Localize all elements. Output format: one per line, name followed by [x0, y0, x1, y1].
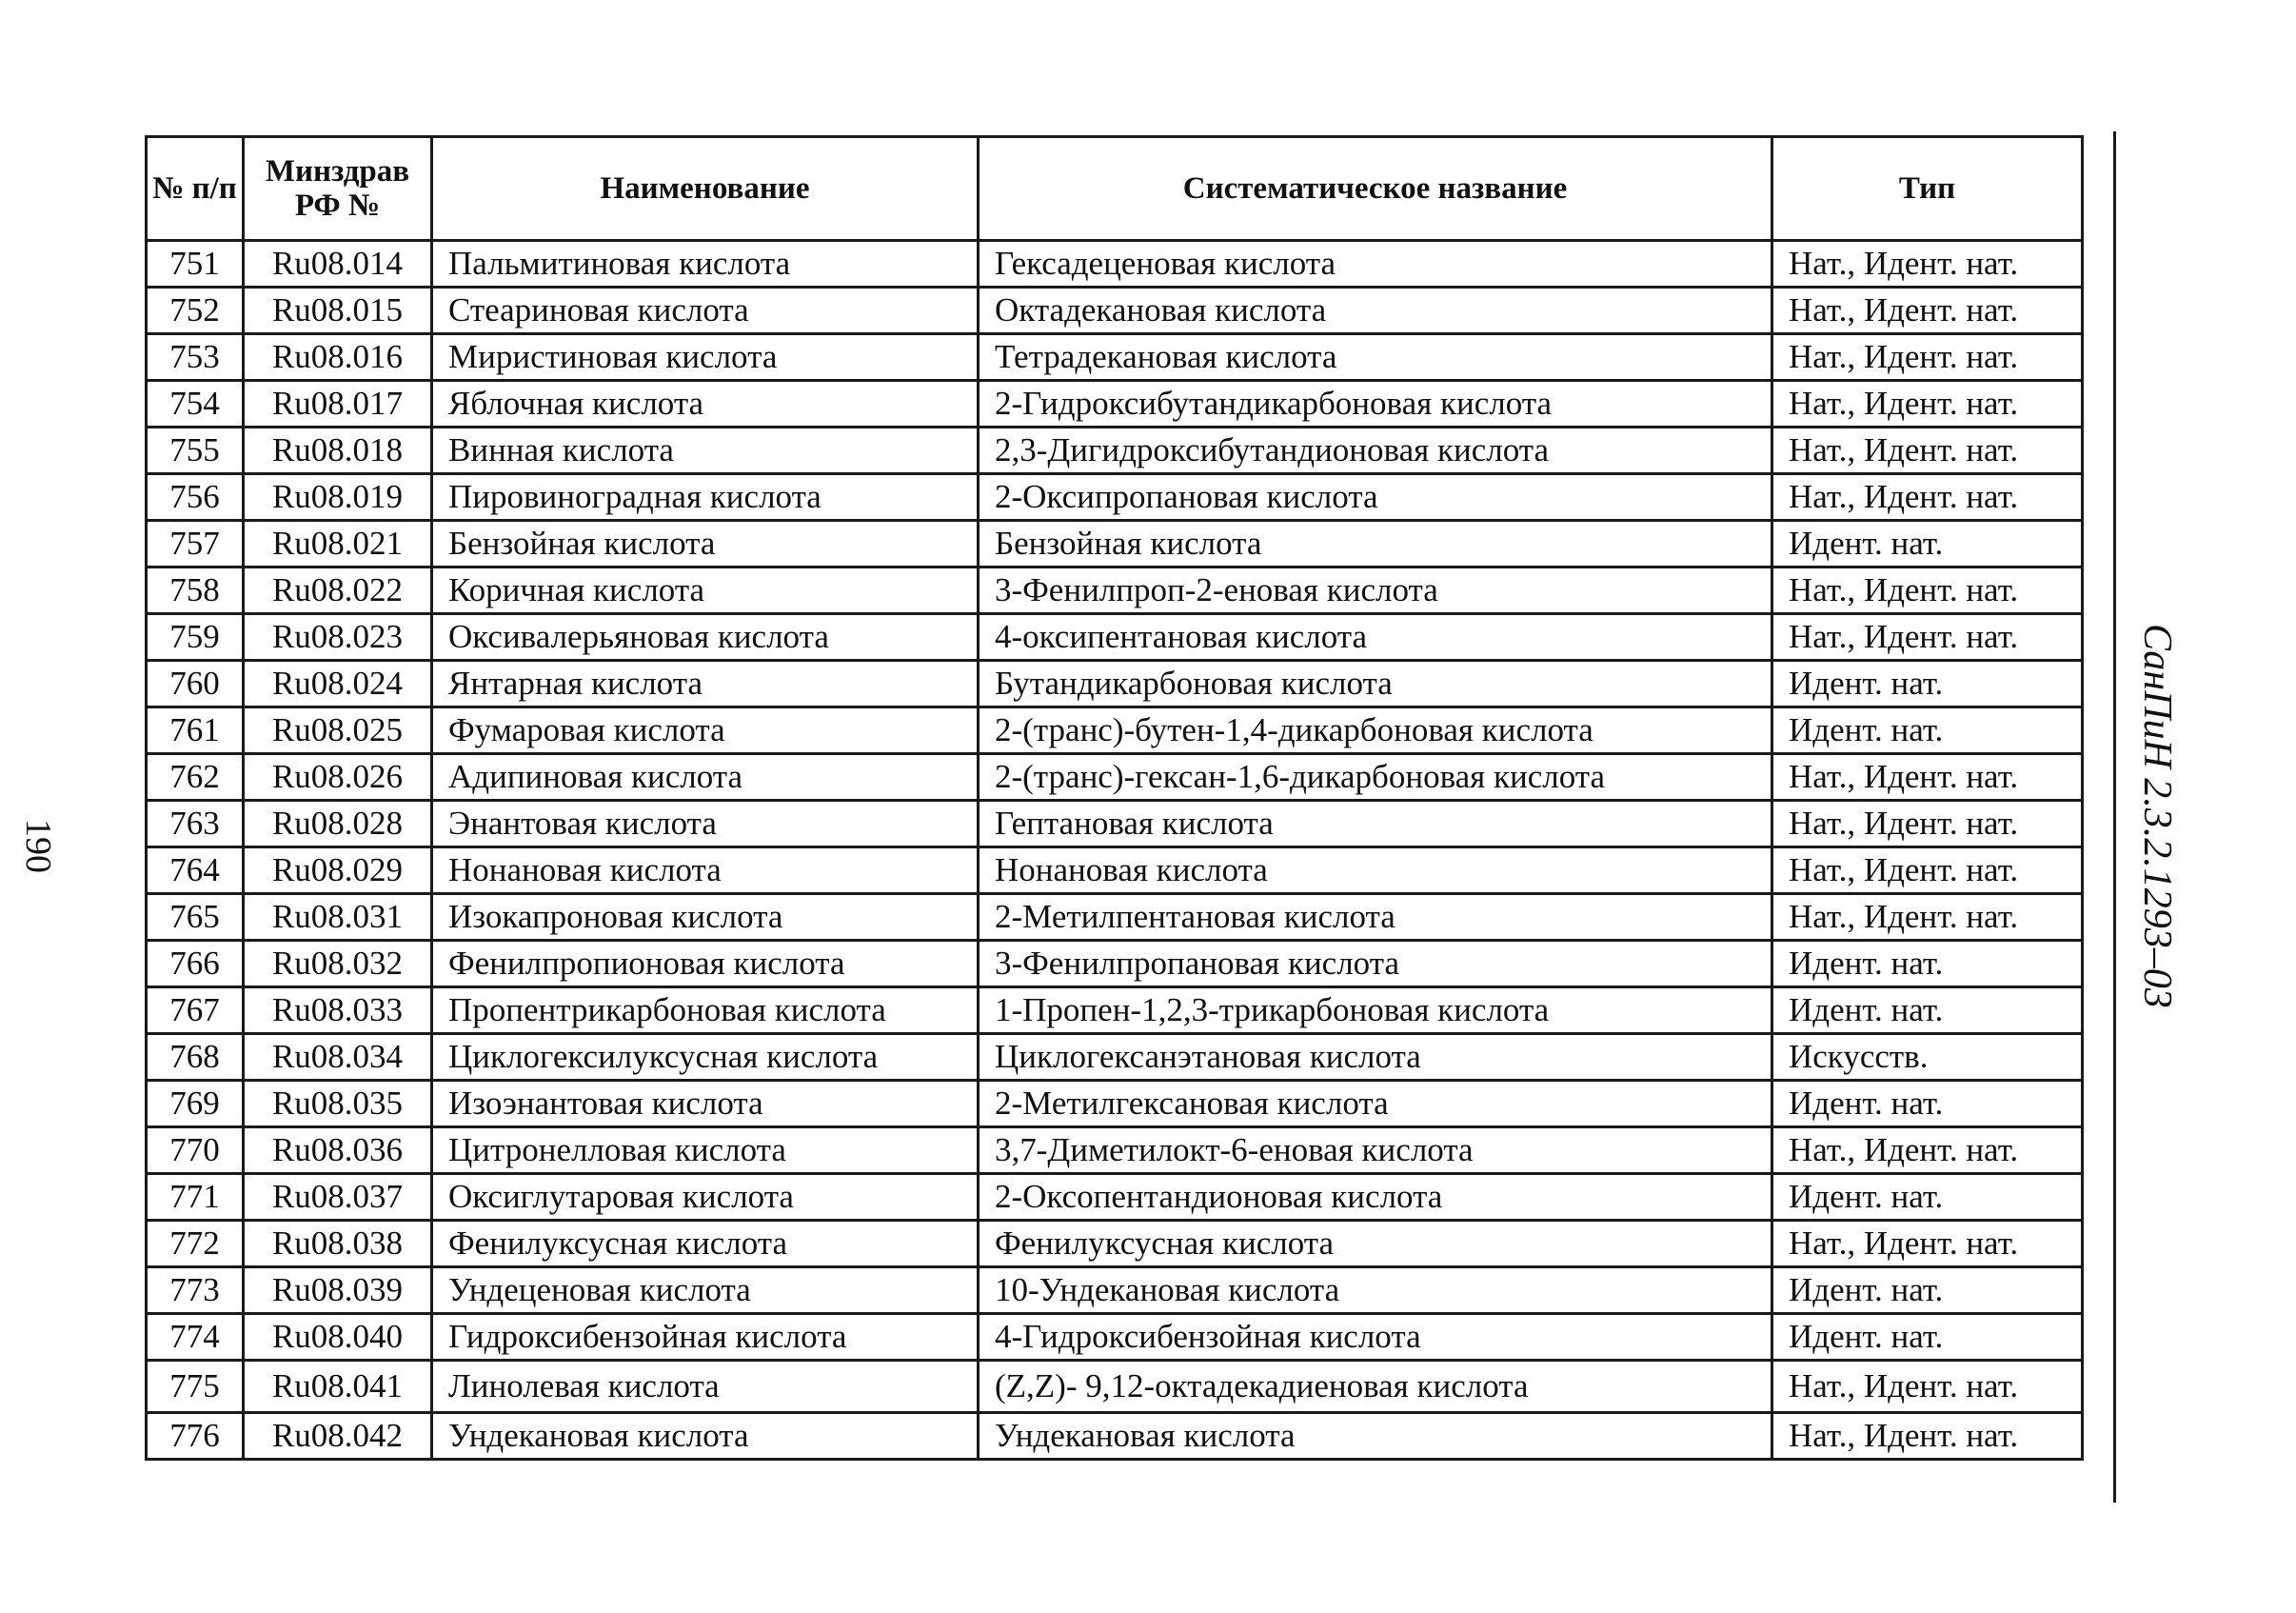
cell-num: 764 [147, 847, 244, 894]
cell-code: Ru08.035 [244, 1081, 432, 1127]
table-row [147, 661, 2083, 707]
cell-code: Ru08.037 [244, 1174, 432, 1221]
cell-type: Нат., Идент. нат. [1772, 428, 2083, 474]
cell-code: Ru08.014 [244, 241, 432, 288]
cell-systematic-name: 2-Метилгексановая кислота [979, 1081, 1772, 1127]
cell-type: Нат., Идент. нат. [1772, 381, 2083, 428]
cell-name: Пропентрикарбоновая кислота [432, 987, 979, 1034]
cell-type: Идент. нат. [1772, 1081, 2083, 1127]
cell-name: Бензойная кислота [432, 521, 979, 568]
cell-code: Ru08.015 [244, 288, 432, 334]
cell-type: Нат., Идент. нат. [1772, 1361, 2083, 1413]
cell-num: 762 [147, 754, 244, 801]
cell-type: Нат., Идент. нат. [1772, 241, 2083, 288]
cell-name: Цитронелловая кислота [432, 1127, 979, 1174]
cell-systematic-name: 2-Гидроксибутандикарбоновая кислота [979, 381, 1772, 428]
cell-systematic-name: 3-Фенилпропановая кислота [979, 941, 1772, 987]
cell-num: 767 [147, 987, 244, 1034]
cell-code: Ru08.031 [244, 894, 432, 941]
cell-type: Нат., Идент. нат. [1772, 894, 2083, 941]
cell-num: 769 [147, 1081, 244, 1127]
cell-systematic-name: 2-(транс)-гексан-1,6-дикарбоновая кислота [979, 754, 1772, 801]
cell-name: Адипиновая кислота [432, 754, 979, 801]
cell-name: Миристиновая кислота [432, 334, 979, 381]
cell-name: Пальмитиновая кислота [432, 241, 979, 288]
substances-table [145, 135, 2084, 1461]
cell-type: Искусств. [1772, 1034, 2083, 1081]
header-row [147, 137, 2083, 241]
table-row [147, 381, 2083, 428]
cell-type: Нат., Идент. нат. [1772, 288, 2083, 334]
table-row [147, 941, 2083, 987]
table-row [147, 1267, 2083, 1314]
cell-code: Ru08.017 [244, 381, 432, 428]
cell-systematic-name: 2,3-Дигидроксибутандионовая кислота [979, 428, 1772, 474]
cell-code: Ru08.038 [244, 1221, 432, 1267]
table-header [147, 137, 2083, 241]
cell-name: Оксивалерьяновая кислота [432, 614, 979, 661]
cell-systematic-name: 2-Оксипропановая кислота [979, 474, 1772, 521]
cell-name: Винная кислота [432, 428, 979, 474]
cell-num: 758 [147, 568, 244, 614]
cell-num: 759 [147, 614, 244, 661]
cell-code: Ru08.040 [244, 1314, 432, 1361]
table-row [147, 1034, 2083, 1081]
cell-num: 752 [147, 288, 244, 334]
table-row [147, 428, 2083, 474]
cell-num: 770 [147, 1127, 244, 1174]
cell-code: Ru08.041 [244, 1361, 432, 1413]
cell-name: Коричная кислота [432, 568, 979, 614]
cell-code: Ru08.024 [244, 661, 432, 707]
cell-type: Идент. нат. [1772, 1267, 2083, 1314]
cell-code: Ru08.028 [244, 801, 432, 847]
header-systematic: Систематическое название [979, 137, 1772, 241]
cell-num: 751 [147, 241, 244, 288]
cell-num: 754 [147, 381, 244, 428]
cell-num: 765 [147, 894, 244, 941]
table-row [147, 1361, 2083, 1413]
page-number: 190 [18, 819, 58, 873]
cell-num: 763 [147, 801, 244, 847]
table-row [147, 1221, 2083, 1267]
header-code: Минздрав РФ № [244, 137, 432, 241]
cell-systematic-name: Гексадеценовая кислота [979, 241, 1772, 288]
table-row [147, 1174, 2083, 1221]
cell-code: Ru08.022 [244, 568, 432, 614]
cell-name: Изокапроновая кислота [432, 894, 979, 941]
cell-systematic-name: Фенилуксусная кислота [979, 1221, 1772, 1267]
cell-num: 761 [147, 707, 244, 754]
cell-type: Идент. нат. [1772, 521, 2083, 568]
cell-code: Ru08.034 [244, 1034, 432, 1081]
cell-type: Нат., Идент. нат. [1772, 1413, 2083, 1460]
table-row [147, 614, 2083, 661]
cell-code: Ru08.033 [244, 987, 432, 1034]
cell-num: 755 [147, 428, 244, 474]
cell-num: 776 [147, 1413, 244, 1460]
cell-code: Ru08.016 [244, 334, 432, 381]
table-row [147, 241, 2083, 288]
cell-name: Фумаровая кислота [432, 707, 979, 754]
cell-name: Пировиноградная кислота [432, 474, 979, 521]
cell-systematic-name: Нонановая кислота [979, 847, 1772, 894]
table-row [147, 754, 2083, 801]
cell-code: Ru08.032 [244, 941, 432, 987]
table-row [147, 1413, 2083, 1460]
cell-name: Стеариновая кислота [432, 288, 979, 334]
cell-code: Ru08.029 [244, 847, 432, 894]
cell-num: 772 [147, 1221, 244, 1267]
cell-systematic-name: Тетрадекановая кислота [979, 334, 1772, 381]
cell-type: Нат., Идент. нат. [1772, 1127, 2083, 1174]
cell-code: Ru08.019 [244, 474, 432, 521]
table-row [147, 474, 2083, 521]
cell-num: 775 [147, 1361, 244, 1413]
cell-type: Нат., Идент. нат. [1772, 1221, 2083, 1267]
cell-num: 768 [147, 1034, 244, 1081]
cell-type: Идент. нат. [1772, 1174, 2083, 1221]
cell-systematic-name: 1-Пропен-1,2,3-трикарбоновая кислота [979, 987, 1772, 1034]
cell-systematic-name: 10-Ундекановая кислота [979, 1267, 1772, 1314]
header-type: Тип [1772, 137, 2083, 241]
document-code: СанПиН 2.3.2.1293–03 [2135, 624, 2179, 1008]
cell-type: Нат., Идент. нат. [1772, 334, 2083, 381]
cell-type: Нат., Идент. нат. [1772, 614, 2083, 661]
table-row [147, 334, 2083, 381]
cell-systematic-name: (Z,Z)- 9,12-октадекадиеновая кислота [979, 1361, 1772, 1413]
cell-name: Янтарная кислота [432, 661, 979, 707]
cell-code: Ru08.026 [244, 754, 432, 801]
cell-name: Циклогексилуксусная кислота [432, 1034, 979, 1081]
header-num: № п/п [147, 137, 244, 241]
cell-code: Ru08.018 [244, 428, 432, 474]
cell-type: Идент. нат. [1772, 1314, 2083, 1361]
cell-name: Оксиглутаровая кислота [432, 1174, 979, 1221]
cell-name: Гидроксибензойная кислота [432, 1314, 979, 1361]
cell-code: Ru08.023 [244, 614, 432, 661]
cell-name: Яблочная кислота [432, 381, 979, 428]
cell-name: Фенилпропионовая кислота [432, 941, 979, 987]
cell-systematic-name: Ундекановая кислота [979, 1413, 1772, 1460]
cell-systematic-name: 3,7-Диметилокт-6-еновая кислота [979, 1127, 1772, 1174]
cell-num: 756 [147, 474, 244, 521]
cell-code: Ru08.021 [244, 521, 432, 568]
cell-name: Линолевая кислота [432, 1361, 979, 1413]
cell-type: Нат., Идент. нат. [1772, 847, 2083, 894]
cell-systematic-name: 2-(транс)-бутен-1,4-дикарбоновая кислота [979, 707, 1772, 754]
cell-name: Ундеценовая кислота [432, 1267, 979, 1314]
cell-type: Идент. нат. [1772, 661, 2083, 707]
cell-systematic-name: Гептановая кислота [979, 801, 1772, 847]
margin-rule [2113, 131, 2116, 1503]
cell-code: Ru08.025 [244, 707, 432, 754]
cell-systematic-name: Бензойная кислота [979, 521, 1772, 568]
table-row [147, 847, 2083, 894]
cell-name: Ундекановая кислота [432, 1413, 979, 1460]
cell-num: 760 [147, 661, 244, 707]
cell-type: Идент. нат. [1772, 941, 2083, 987]
cell-num: 757 [147, 521, 244, 568]
cell-name: Фенилуксусная кислота [432, 1221, 979, 1267]
cell-code: Ru08.042 [244, 1413, 432, 1460]
cell-num: 771 [147, 1174, 244, 1221]
cell-name: Нонановая кислота [432, 847, 979, 894]
cell-type: Нат., Идент. нат. [1772, 801, 2083, 847]
table-row [147, 1314, 2083, 1361]
table-row [147, 568, 2083, 614]
cell-code: Ru08.039 [244, 1267, 432, 1314]
table-body [147, 241, 2083, 1460]
cell-systematic-name: 4-оксипентановая кислота [979, 614, 1772, 661]
cell-code: Ru08.036 [244, 1127, 432, 1174]
table-row [147, 1081, 2083, 1127]
table-row [147, 288, 2083, 334]
cell-type: Нат., Идент. нат. [1772, 474, 2083, 521]
cell-systematic-name: Октадекановая кислота [979, 288, 1772, 334]
cell-num: 774 [147, 1314, 244, 1361]
table-row [147, 707, 2083, 754]
cell-num: 753 [147, 334, 244, 381]
cell-systematic-name: 2-Метилпентановая кислота [979, 894, 1772, 941]
table-row [147, 987, 2083, 1034]
table-row [147, 801, 2083, 847]
cell-name: Изоэнантовая кислота [432, 1081, 979, 1127]
table-row [147, 521, 2083, 568]
cell-systematic-name: Циклогексанэтановая кислота [979, 1034, 1772, 1081]
cell-systematic-name: 2-Оксопентандионовая кислота [979, 1174, 1772, 1221]
cell-type: Идент. нат. [1772, 707, 2083, 754]
cell-type: Нат., Идент. нат. [1772, 754, 2083, 801]
table-row [147, 894, 2083, 941]
cell-type: Идент. нат. [1772, 987, 2083, 1034]
cell-type: Нат., Идент. нат. [1772, 568, 2083, 614]
cell-systematic-name: Бутандикарбоновая кислота [979, 661, 1772, 707]
cell-name: Энантовая кислота [432, 801, 979, 847]
cell-num: 773 [147, 1267, 244, 1314]
header-name: Наименование [432, 137, 979, 241]
cell-systematic-name: 3-Фенилпроп-2-еновая кислота [979, 568, 1772, 614]
cell-systematic-name: 4-Гидроксибензойная кислота [979, 1314, 1772, 1361]
cell-num: 766 [147, 941, 244, 987]
table-row [147, 1127, 2083, 1174]
